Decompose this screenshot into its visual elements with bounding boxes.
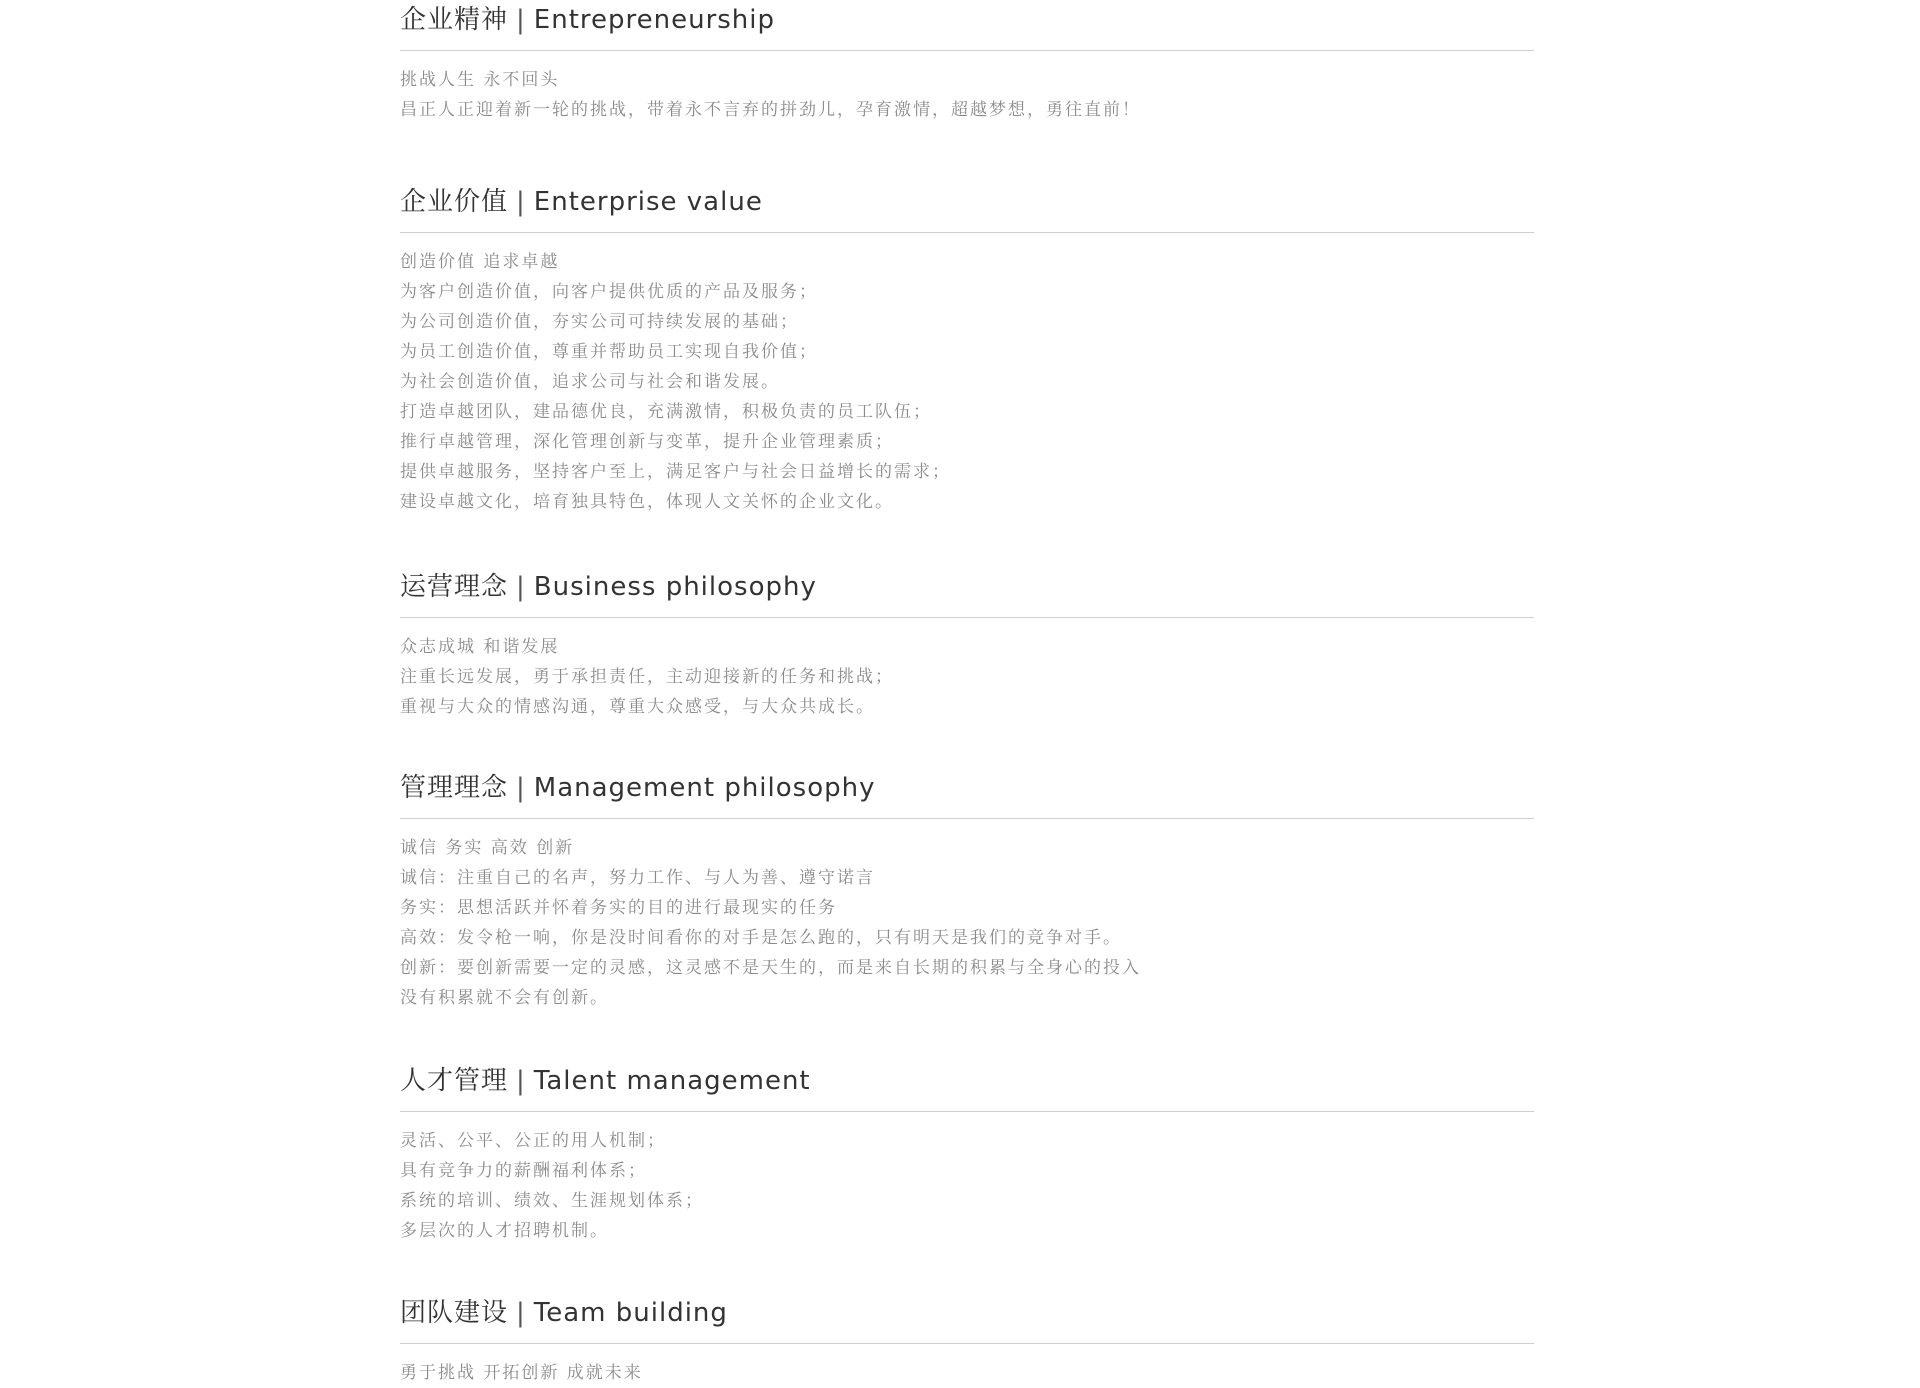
- section-title: [400, 567, 1534, 618]
- section-team-building: [400, 1293, 1534, 1388]
- section-title-en: Team building: [533, 1298, 728, 1328]
- section-title-cn: 管理理念: [400, 773, 509, 803]
- section-line: 创造价值 追求卓越: [400, 252, 560, 272]
- section-line: 高效：发令枪一响，你是没时间看你的对手是怎么跑的，只有明天是我们的竞争对手。: [400, 928, 1122, 948]
- section-line: 为客户创造价值，向客户提供优质的产品及服务；: [400, 282, 818, 302]
- section-line: 为公司创造价值，夯实公司可持续发展的基础；: [400, 312, 799, 332]
- title-separator: |: [516, 1066, 526, 1096]
- section-line: 建设卓越文化，培育独具特色，体现人文关怀的企业文化。: [400, 492, 894, 512]
- section-enterprise-value: [400, 182, 1534, 517]
- section-title-en: Enterprise value: [533, 187, 763, 217]
- section-line: 创新：要创新需要一定的灵感，这灵感不是天生的，而是来自长期的积累与全身心的投入: [400, 958, 1141, 978]
- section-line: 灵活、公平、公正的用人机制；: [400, 1131, 666, 1151]
- section-line: 没有积累就不会有创新。: [400, 988, 609, 1008]
- section-title-cn: 人才管理: [400, 1066, 509, 1096]
- section-title-en: Entrepreneurship: [533, 5, 776, 35]
- section-body: [400, 233, 1534, 517]
- section-title: [400, 1293, 1534, 1344]
- title-separator: |: [516, 5, 526, 35]
- section-entrepreneurship: [400, 0, 1534, 125]
- section-line: 注重长远发展，勇于承担责任，主动迎接新的任务和挑战；: [400, 667, 894, 687]
- title-separator: |: [516, 773, 526, 803]
- section-title-en: Business philosophy: [533, 572, 817, 602]
- section-line: 昌正人正迎着新一轮的挑战，带着永不言弃的拼劲儿，孕育激情，超越梦想，勇往直前！: [400, 100, 1141, 120]
- section-line: 具有竞争力的薪酬福利体系；: [400, 1161, 647, 1181]
- section-title-en: Talent management: [533, 1066, 811, 1096]
- section-talent-management: [400, 1061, 1534, 1246]
- section-title: [400, 182, 1534, 233]
- section-line: 多层次的人才招聘机制。: [400, 1221, 609, 1241]
- section-line: 为社会创造价值，追求公司与社会和谐发展。: [400, 372, 780, 392]
- section-title: [400, 0, 1534, 51]
- section-line: 提供卓越服务，坚持客户至上，满足客户与社会日益增长的需求；: [400, 462, 951, 482]
- section-business-philosophy: [400, 567, 1534, 722]
- section-title: [400, 1061, 1534, 1112]
- section-title-cn: 企业精神: [400, 5, 509, 35]
- section-line: 务实：思想活跃并怀着务实的目的进行最现实的任务: [400, 898, 837, 918]
- section-line: 为员工创造价值，尊重并帮助员工实现自我价值；: [400, 342, 818, 362]
- section-title-cn: 企业价值: [400, 187, 509, 217]
- section-title-cn: 团队建设: [400, 1298, 509, 1328]
- section-line: 勇于挑战 开拓创新 成就未来: [400, 1363, 643, 1383]
- section-line: 推行卓越管理，深化管理创新与变革，提升企业管理素质；: [400, 432, 894, 452]
- section-line: 众志成城 和谐发展: [400, 637, 560, 657]
- section-title-cn: 运营理念: [400, 572, 509, 602]
- section-line: 诚信：注重自己的名声，努力工作、与人为善、遵守诺言: [400, 868, 875, 888]
- section-body: [400, 1112, 1534, 1246]
- section-title: [400, 768, 1534, 819]
- section-line: 系统的培训、绩效、生涯规划体系；: [400, 1191, 704, 1211]
- title-separator: |: [516, 1298, 526, 1328]
- section-management-philosophy: [400, 768, 1534, 1013]
- section-line: 诚信 务实 高效 创新: [400, 838, 575, 858]
- section-body: [400, 618, 1534, 722]
- section-line: 挑战人生 永不回头: [400, 70, 560, 90]
- section-body: [400, 51, 1534, 125]
- section-body: [400, 819, 1534, 1013]
- section-title-en: Management philosophy: [533, 773, 876, 803]
- section-line: 重视与大众的情感沟通，尊重大众感受，与大众共成长。: [400, 697, 875, 717]
- title-separator: |: [516, 572, 526, 602]
- title-separator: |: [516, 187, 526, 217]
- section-line: 打造卓越团队，建品德优良，充满激情，积极负责的员工队伍；: [400, 402, 932, 422]
- section-body: [400, 1344, 1534, 1388]
